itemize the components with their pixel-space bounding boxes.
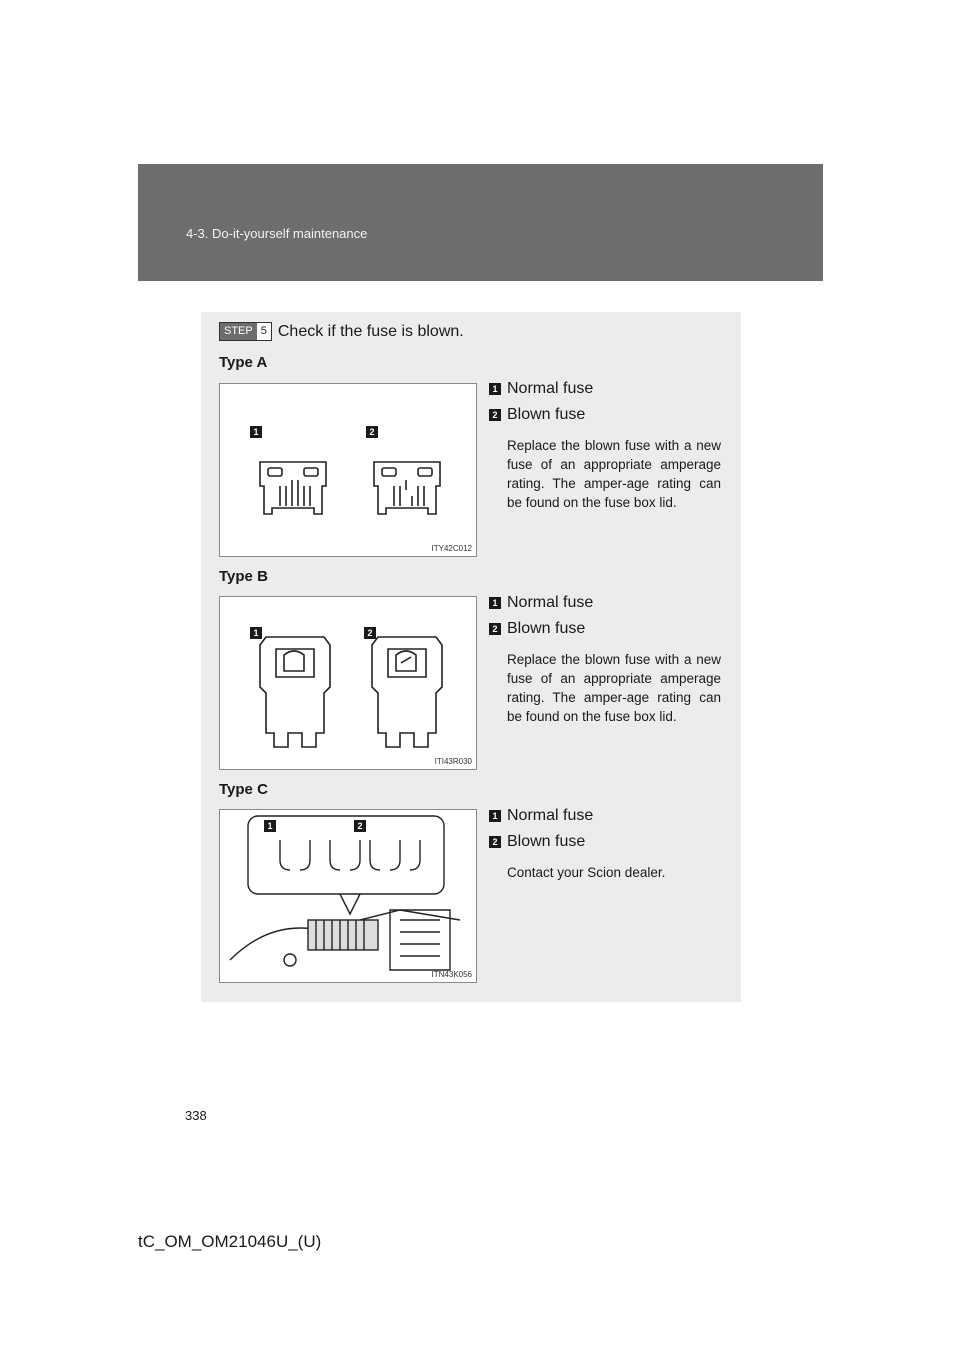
fig-b-callout-2: 2: [364, 627, 376, 639]
legend-item: [489, 590, 721, 616]
type-a-figure: [219, 383, 477, 557]
number-badge: 1: [489, 810, 501, 822]
legend-label: Blown fuse: [507, 406, 586, 423]
type-b-description: Replace the blown fuse with a new fuse of an appropriate amperage rating. The amper-age rating can be found on the fuse box lid.: [507, 652, 721, 724]
page-header: [138, 164, 823, 281]
type-b-figure-code: ITI43R030: [434, 757, 472, 766]
type-a-description: Replace the blown fuse with a new fuse of an appropriate amperage rating. The amper-age rating can be found on the fuse box lid.: [507, 438, 721, 510]
type-a-legend: [489, 376, 721, 512]
document-code: tC_OM_OM21046U_(U): [138, 1232, 322, 1251]
step-number: 5: [260, 325, 267, 337]
type-b-legend: [489, 590, 721, 726]
step-badge: [219, 322, 272, 341]
type-a-figure-code: ITY42C012: [431, 544, 472, 553]
number-badge: 2: [489, 623, 501, 635]
type-a-label: Type A: [219, 354, 268, 371]
legend-label: Normal fuse: [507, 380, 594, 397]
number-badge: 2: [489, 836, 501, 848]
page-number: 338: [185, 1108, 207, 1123]
legend-label: Normal fuse: [507, 594, 594, 611]
legend-item: [489, 376, 721, 402]
fig-b-callout-1: 1: [250, 627, 262, 639]
number-badge: 1: [489, 383, 501, 395]
step-text: Check if the fuse is blown.: [277, 322, 464, 340]
legend-item: [489, 402, 721, 428]
type-c-label: Type C: [219, 781, 268, 798]
content-panel: [201, 312, 741, 1002]
cartridge-fuse-illustration: [220, 597, 476, 769]
blade-fuse-illustration: [220, 384, 476, 556]
type-c-description: Contact your Scion dealer.: [507, 865, 666, 880]
fig-c-callout-2: 2: [354, 820, 366, 832]
fig-c-callout-1: 1: [264, 820, 276, 832]
step-heading: [219, 322, 464, 341]
legend-label: Blown fuse: [507, 833, 586, 850]
legend-label: Blown fuse: [507, 620, 586, 637]
section-title: 4-3. Do-it-yourself maintenance: [186, 226, 368, 241]
fig-a-callout-2: 2: [366, 426, 378, 438]
number-badge: 1: [489, 597, 501, 609]
fuse-box-illustration: [220, 810, 476, 982]
legend-item: [489, 616, 721, 642]
number-badge: 2: [489, 409, 501, 421]
legend-item: [489, 803, 721, 829]
fig-a-callout-1: 1: [250, 426, 262, 438]
legend-label: Normal fuse: [507, 807, 594, 824]
step-badge-label: STEP: [220, 323, 257, 340]
type-c-figure-code: ITN43K056: [431, 970, 472, 979]
type-c-legend: [489, 803, 721, 882]
type-b-figure: [219, 596, 477, 770]
type-c-figure: [219, 809, 477, 983]
legend-item: [489, 829, 721, 855]
type-b-label: Type B: [219, 568, 268, 585]
